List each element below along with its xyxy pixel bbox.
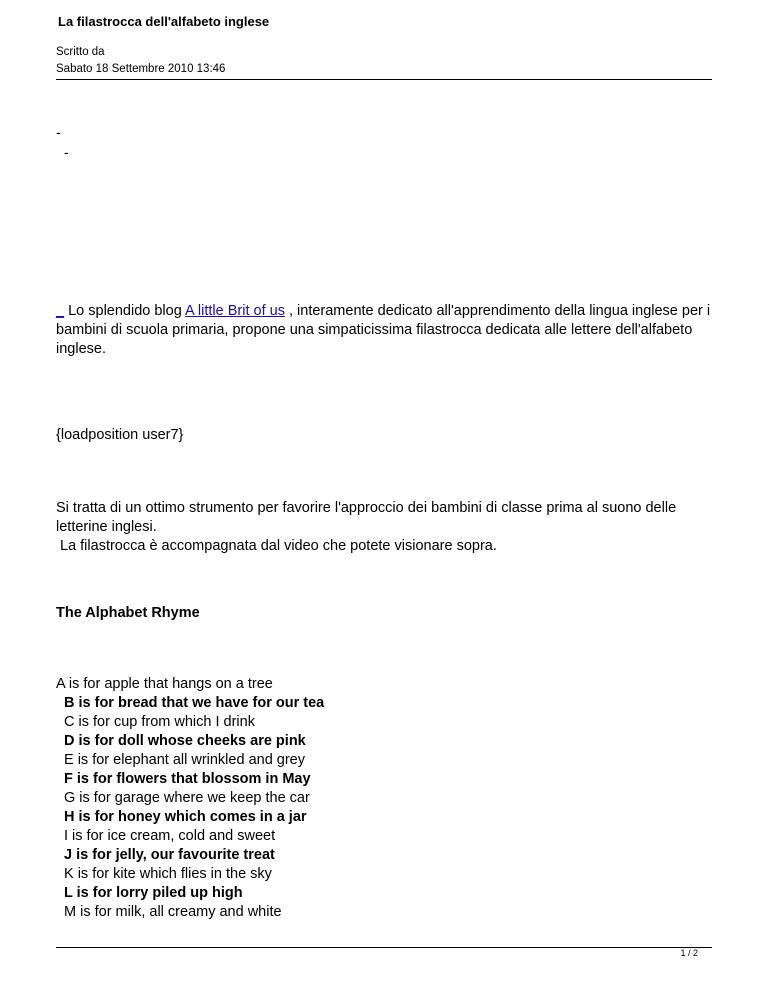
intro-after-link: , interamente dedicato all'apprendimento della lingua inglese per i bambini di scuola primaria, propone una simpaticissima filastrocca dedicata alle lettere dell'alfabeto inglese. [56,303,711,357]
loadposition-placeholder: {loadposition user7} [56,427,184,443]
description-line-2: La filastrocca è accompagnata dal video che potete visionare sopra. [60,538,497,554]
page-title: La filastrocca dell'alfabeto inglese [58,14,270,29]
rhyme-line: E is for elephant all wrinkled and grey [64,752,305,768]
rhyme-line: I is for ice cream, cold and sweet [64,828,276,844]
rhyme-list [56,675,324,922]
author-label: Scritto da [56,46,105,58]
header-divider [56,79,712,80]
rhyme-title: The Alphabet Rhyme [56,605,200,621]
rhyme-line: G is for garage where we keep the car [64,790,310,806]
intro-before-link: Lo splendido blog [64,303,186,319]
publish-date: Sabato 18 Settembre 2010 13:46 [56,63,226,75]
rhyme-line: M is for milk, all creamy and white [64,904,282,920]
rhyme-line: C is for cup from which I drink [64,714,255,730]
article-meta [56,44,225,78]
rhyme-line: L is for lorry piled up high [64,885,243,901]
page-number: 1 / 2 [680,948,698,958]
description-paragraph [56,499,716,556]
footer-divider [56,947,712,948]
underscore-link[interactable]: _ [56,303,65,319]
rhyme-line: H is for honey which comes in a jar [64,809,307,825]
intro-paragraph [56,302,716,359]
rhyme-line: K is for kite which flies in the sky [64,866,272,882]
blog-link[interactable]: A little Brit of us [185,303,285,319]
rhyme-line: F is for flowers that blossom in May [64,771,311,787]
rhyme-line: B is for bread that we have for our tea [64,695,325,711]
dash-2: - [64,144,69,160]
rhyme-line: J is for jelly, our favourite treat [64,847,275,863]
dash-1: - [56,124,61,140]
rhyme-line: D is for doll whose cheeks are pink [64,733,306,749]
description-line-1: Si tratta di un ottimo strumento per favorire l'approccio dei bambini di classe prima al suono delle letterine inglesi. [56,500,677,535]
rhyme-line: A is for apple that hangs on a tree [56,676,273,692]
